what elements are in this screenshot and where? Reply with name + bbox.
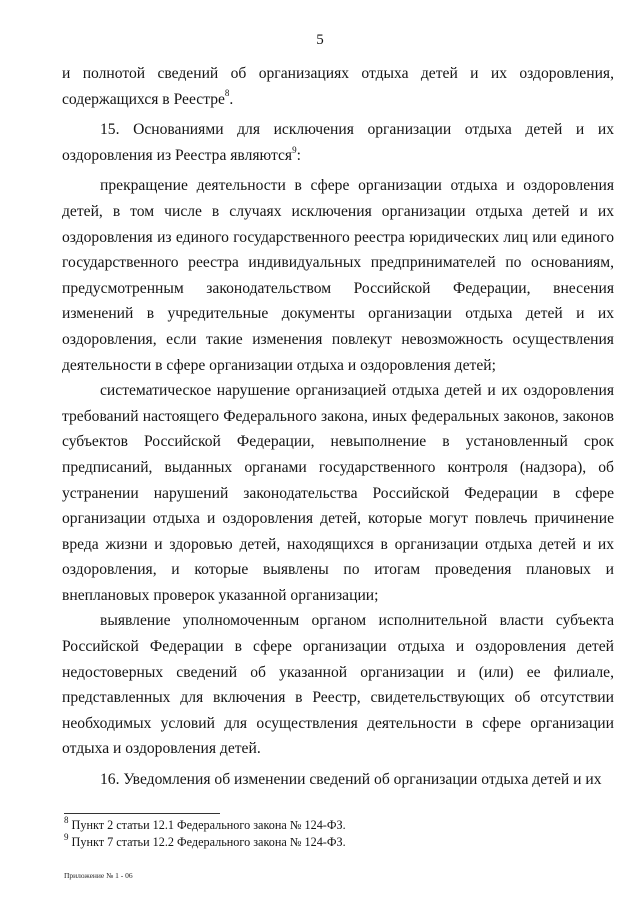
paragraph [62,61,614,112]
page-number: 5 [316,32,324,48]
paragraph-text: и полнотой сведений об организациях отдыха детей и их оздоровления, содержащихся в Реестре [62,65,614,108]
footnote-ref: 9 [292,144,297,155]
body-text [62,61,614,793]
footnote-ref: 8 [224,88,230,99]
paragraph-text: 15. Основаниями для исключения организации отдыха детей и их оздоровления из Реестра являются [62,121,614,164]
footnote-mark: 9 [64,831,69,842]
paragraph: прекращение деятельности в сфере организации отдыха и оздоровления детей, в том числе в случаях исключения организации отдыха детей и их оздоровления из единого государственного реестра юридических лиц или единого государственного реестра индивидуальных предпринимателей по основаниям, предусмотренным законодательством Российской Федерации, внесения изменений в учредительные документы организации отдыха детей и их оздоровления, если такие изменения повлекут невозможность осуществления деятельности в сфере организации отдыха и оздоровления детей; [62,177,614,374]
appendix-code: Приложение № 1 - 06 [64,871,133,880]
footnote-separator [64,813,220,814]
paragraph [62,117,614,168]
footnote-mark: 8 [64,814,69,825]
footnote [64,831,604,851]
footnote [64,814,604,834]
footnote-text: Пункт 7 статьи 12.2 Федерального закона № 124-ФЗ. [68,835,346,849]
paragraph-tail: . [229,90,234,108]
paragraph: выявление уполномоченным органом исполнительной власти субъекта Российской Федерации в сфере организации отдыха и оздоровления детей недостоверных сведений об указанной организации и (или) ее филиале, представленных для включения в Реестр, свидетельствующих об отсутствии необходимых условий для осуществления деятельности в сфере организации отдыха и оздоровления детей. [62,612,614,758]
footnotes [64,814,604,851]
footnote-text: Пункт 2 статьи 12.1 Федерального закона № 124-ФЗ. [68,818,346,832]
paragraph: систематическое нарушение организацией отдыха детей и их оздоровления требований настоящего Федерального закона, иных федеральных законов, законов субъектов Российской Федерации, невыполнение в установленный срок предписаний, выданных органами государственного контроля (надзора), об устранении нарушений законодательства Российской Федерации в сфере организации отдыха и оздоровления детей, которые могут повлечь причинение вреда жизни и здоровью детей, находящихся в организации отдыха детей и их оздоровления, и которые выявлены по итогам проведения плановых и внеплановых проверок указанной организации; [62,382,614,604]
paragraph: 16. Уведомления об изменении сведений об организации отдыха детей и их [100,771,602,789]
paragraph-tail: : [296,146,301,164]
